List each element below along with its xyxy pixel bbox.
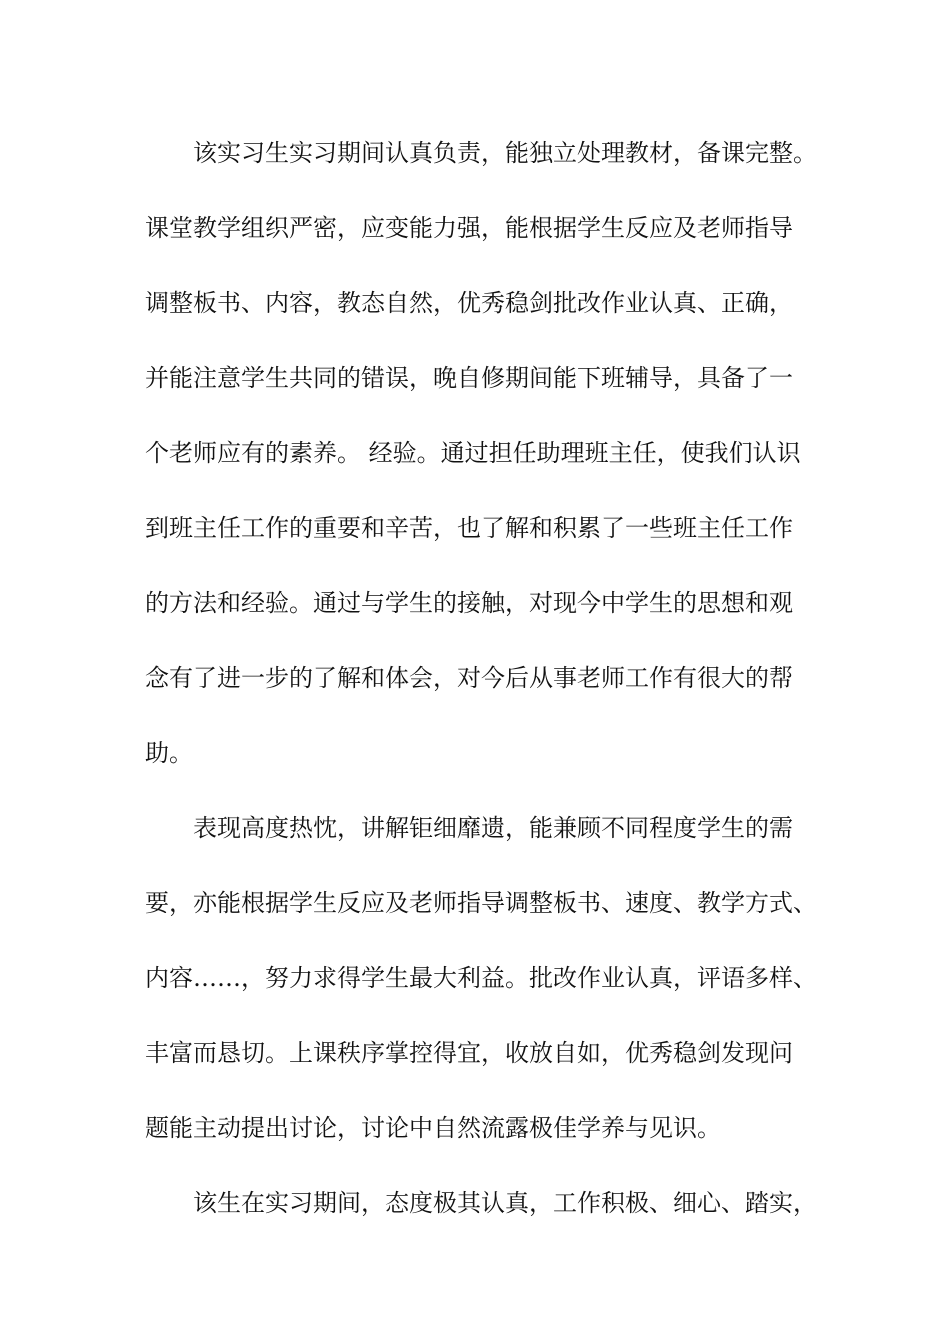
paragraph-1-line-8: 念有了进一步的了解和体会，对今后从事老师工作有很大的帮 (145, 664, 793, 692)
paragraph-1-line-4: 并能注意学生共同的错误，晚自修期间能下班辅导，具备了一 (145, 364, 793, 392)
paragraph-1-line-3: 调整板书、内容，教态自然，优秀稳剑批改作业认真、正确， (145, 289, 793, 317)
paragraph-1-line-2: 课堂教学组织严密，应变能力强，能根据学生反应及老师指导 (145, 214, 793, 242)
paragraph-2-line-4: 丰富而恳切。上课秩序掌控得宜，收放自如，优秀稳剑发现问 (145, 1039, 793, 1067)
paragraph-2-line-1: 表现高度热忱，讲解钜细靡遗，能兼顾不同程度学生的需 (193, 814, 793, 842)
paragraph-2-line-2: 要，亦能根据学生反应及老师指导调整板书、速度、教学方式、 (145, 889, 817, 917)
paragraph-2-line-5: 题能主动提出讨论，讨论中自然流露极佳学养与见识。 (145, 1114, 721, 1142)
paragraph-1-line-7: 的方法和经验。通过与学生的接触，对现今中学生的思想和观 (145, 589, 793, 617)
paragraph-3-line-1: 该生在实习期间，态度极其认真，工作积极、细心、踏实， (193, 1189, 817, 1217)
paragraph-1-line-9: 助。 (145, 739, 193, 767)
paragraph-1-line-6: 到班主任工作的重要和辛苦，也了解和积累了一些班主任工作 (145, 514, 793, 542)
paragraph-1-line-1: 该实习生实习期间认真负责，能独立处理教材，备课完整。 (193, 139, 817, 167)
paragraph-2-line-3: 内容……，努力求得学生最大利益。批改作业认真，评语多样、 (145, 964, 817, 992)
paragraph-1-line-5: 个老师应有的素养。 经验。通过担任助理班主任，使我们认识 (145, 439, 801, 467)
